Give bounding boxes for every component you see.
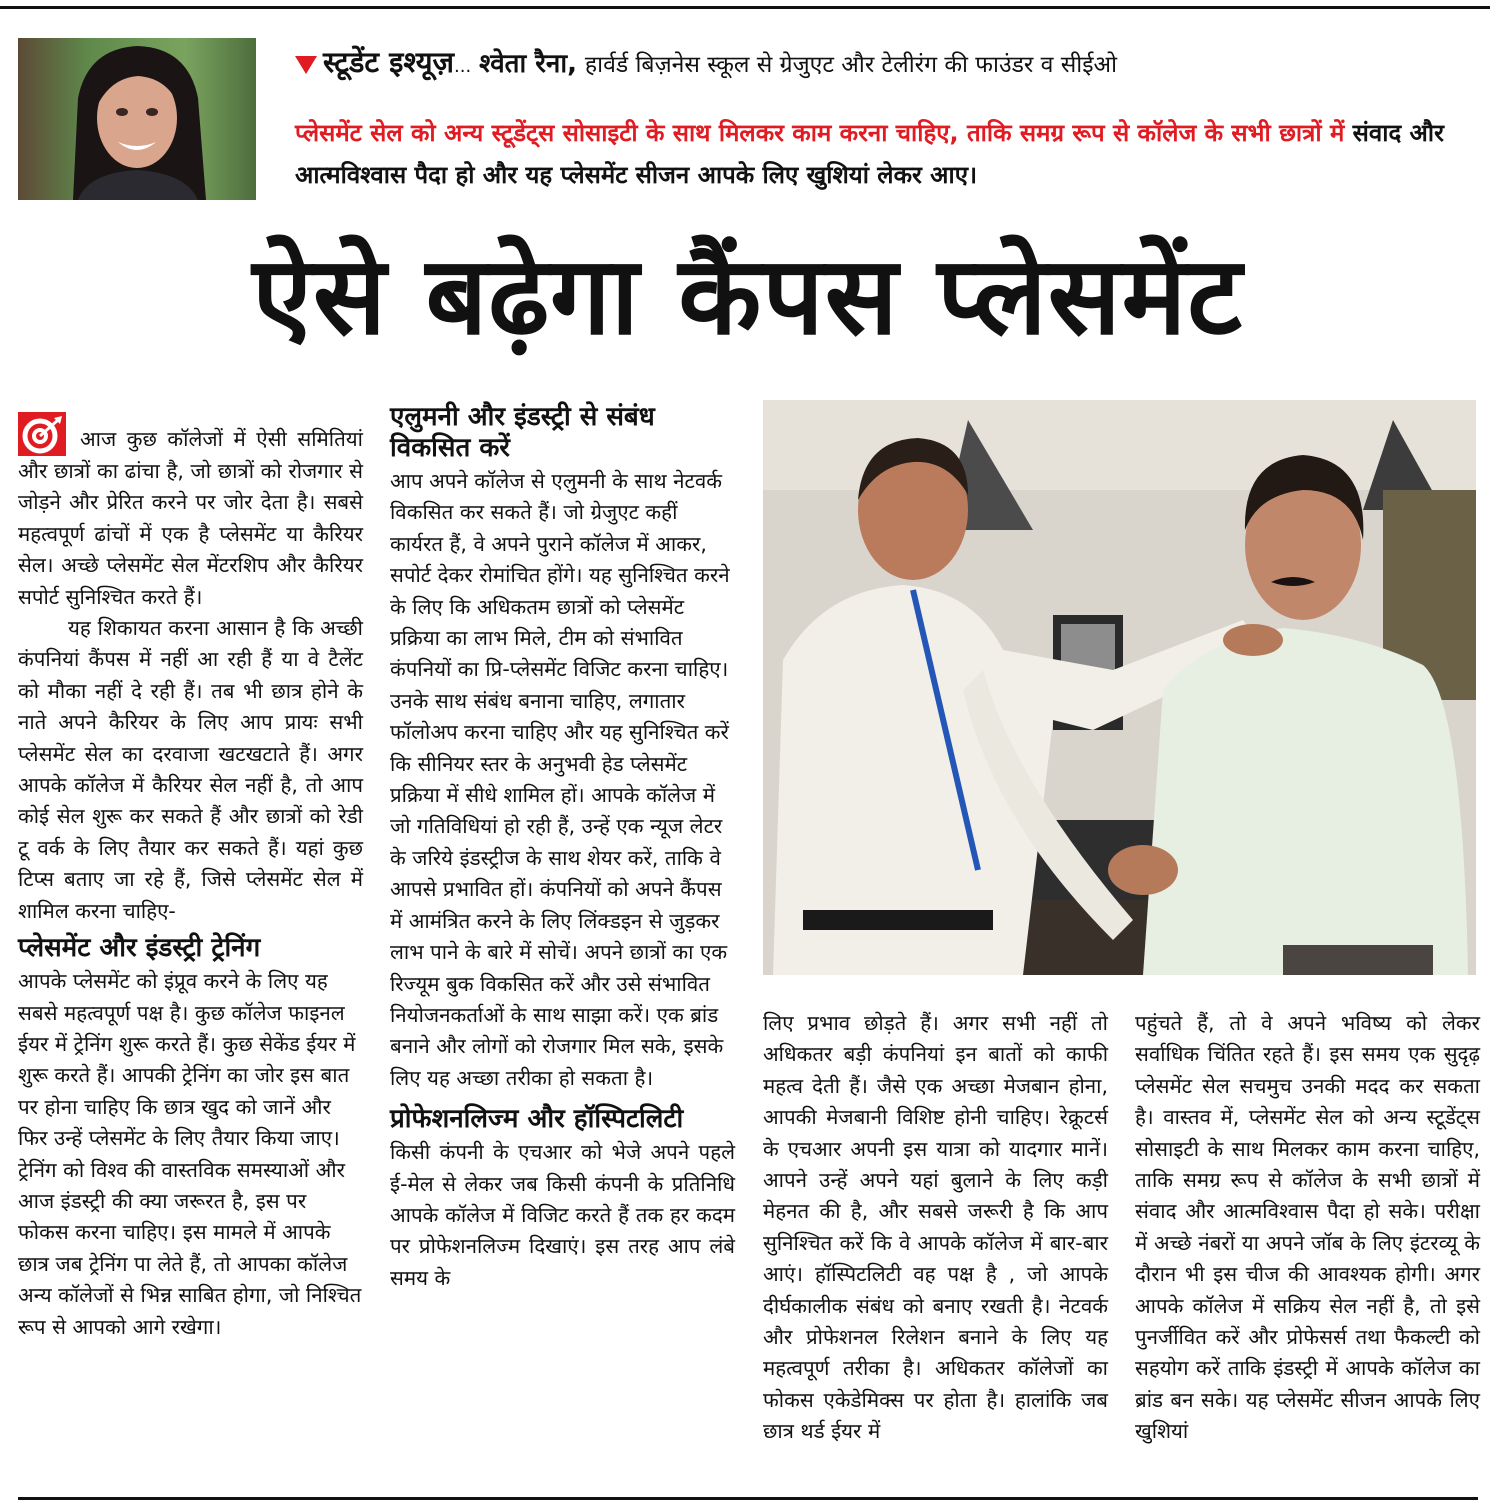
- article-column-1: [18, 412, 363, 1343]
- red-triangle-icon: [295, 56, 317, 74]
- article-column-3: [763, 1008, 1108, 1448]
- intro-text-1: आज कुछ कॉलेजों में ऐसी समितियां और छात्रों का ढांचा है, जो छात्रों को रोजगार से जोड़ने और प्रेरित करने पर जोर देता है। सबसे महत्वपूर्ण ढांचों में एक है प्लेसमेंट या कैरियर सेल। अच्छे प्लेसमेंट सेल मेंटरशिप और कैरियर सपोर्ट सुनिश्चित करते हैं।: [18, 427, 363, 609]
- section-body-alumni: आप अपने कॉलेज से एलुमनी के साथ नेटवर्क विकसित कर सकते हैं। जो ग्रेजुएट कहीं कार्यरत हैं, वे अपने पुराने कॉलेज में आकर, सपोर्ट देकर रोमांचित होंगे। यह सुनिश्चित करने के लिए कि अधिकतम छात्रों को प्लेसमेंट प्रक्रिया का लाभ मिले, टीम को संभावित कंपनियों का प्रि-प्लेसमेंट विजिट करना चाहिए। उनके साथ संबंध बनाना चाहिए, लगातार फॉलोअप करना चाहिए और यह सुनिश्चित करें कि सीनियर स्तर के अनुभवी हेड प्लेसमेंट प्रक्रिया में सीधे शामिल हों। आपके कॉलेज में जो गतिविधियां हो रही हैं, उन्हें एक न्यूज लेटर के जरिये इंडस्ट्रीज के साथ शेयर करें, ताकि वे आपसे प्रभावित हों। कंपनियों को अपने कैंपस में आमंत्रित करने के लिए लिंक्डइन से जुड़कर लाभ पाने के बारे में सोचें। अपने छात्रों का एक रिज्यूम बुक विकसित करें और उसे संभावित नियोजनकर्ताओं के साथ साझा करें। एक ब्रांड बनाने और लोगों को रोजगार मिल सके, इसके लिए यह अच्छा तरीका हो सकता है।: [390, 469, 730, 1090]
- author-portrait-illustration: [18, 38, 256, 200]
- author-bio: हार्वर्ड बिज़नेस स्कूल से ग्रेजुएट और टेलीरंग की फाउंडर व सीईओ: [584, 52, 1118, 78]
- column-kicker: स्टूडेंट इश्यूज़: [323, 45, 455, 79]
- headline: ऐसे बढ़ेगा कैंपस प्लेसमेंट: [252, 234, 1243, 359]
- section-heading-training: प्लेसमेंट और इंडस्ट्री ट्रेनिंग: [18, 933, 261, 964]
- section-heading-alumni: एलुमनी और इंडस्ट्री से संबंध विकसित करें: [390, 402, 655, 463]
- pull-quote: [295, 112, 1480, 196]
- author-photo: [18, 38, 256, 200]
- section-body-training: आपके प्लेसमेंट को इंप्रूव करने के लिए यह सबसे महत्वपूर्ण पक्ष है। कुछ कॉलेज फाइनल ईयर में ट्रेनिंग शुरू करते हैं। कुछ सेकेंड ईयर में शुरू करते हैं। आपकी ट्रेनिंग का जोर इस बात पर होना चाहिए कि छात्र खुद को जानें और फिर उन्हें प्लेसमेंट के लिए तैयार किया जाए। ट्रेनिंग को विश्व की वास्तविक समस्याओं और आज इंडस्ट्री की क्या जरूरत है, इस पर फोकस करना चाहिए। इस मामले में आपके छात्र जब ट्रेनिंग पा लेते हैं, तो आपका कॉलेज अन्य कॉलेजों से भिन्न साबित होगा, जो निश्चित रूप से आपको आगे रखेगा।: [18, 969, 362, 1339]
- top-rule: [0, 6, 1490, 9]
- article-column-4: [1135, 1008, 1480, 1448]
- handshake-illustration: [763, 400, 1476, 975]
- section-heading-professionalism: प्रोफेशनलिज्म और हॉस्पिटलिटी: [390, 1104, 684, 1135]
- intro-paragraph-2: यह शिकायत करना आसान है कि अच्छी कंपनियां कैंपस में नहीं आ रही हैं या वे टैलेंट को मौका नहीं दे रही हैं। तब भी छात्र होने के नाते अपने कैरियर के लिए आप प्रायः सभी प्लेसमेंट सेल का दरवाजा खटखटाते हैं। अगर आपके कॉलेज में कैरियर सेल नहीं है, तो आप कोई सेल शुरू कर सकते हैं और छात्रों को रेडी टू वर्क के लिए तैयार कर सकते हैं। यहां कुछ टिप्स बताए जा रहे हैं, जिसे प्लेसमेंट सेल में शामिल करना चाहिए-: [18, 616, 363, 923]
- author-name: श्वेता रैना,: [479, 49, 577, 79]
- intro-paragraph-1: [18, 412, 363, 613]
- article-column-2: [390, 402, 735, 1294]
- byline: [295, 40, 1475, 84]
- column-3-body: लिए प्रभाव छोड़ते हैं। अगर सभी नहीं तो अधिकतर बड़ी कंपनियां इन बातों को काफी महत्व देती हैं। जैसे एक अच्छा मेजबान होना, आपकी मेजबानी विशिष्ट होनी चाहिए। रेक्रूटर्स के एचआर अपनी इस यात्रा को यादगार मानें। आपने उन्हें अपने यहां बुलाने के लिए कड़ी मेहनत की है, और सबसे जरूरी है कि आप सुनिश्चित करें कि वे आपके कॉलेज में बार-बार आएं। हॉस्पिटलिटी वह पक्ष है , जो आपके दीर्घकालीक संबंध को बनाए रखती है। नेटवर्क और प्रोफेशनल रिलेशन बनाने के लिए यह महत्वपूर्ण तरीका है। अधिकतर कॉलेजों का फोकस एकेडेमिक्स पर होता है। हालांकि जब छात्र थर्ड ईयर में: [763, 1011, 1108, 1444]
- handshake-photo: [763, 400, 1476, 975]
- pull-quote-black: संवाद और आत्मविश्वास पैदा हो और यह प्लेसमेंट सीजन आपके लिए खुशियां लेकर आए।: [295, 119, 1444, 189]
- target-arrow-icon: [18, 412, 66, 456]
- section-body-professionalism: किसी कंपनी के एचआर को भेजे अपने पहले ई-मेल से लेकर जब किसी कंपनी के प्रतिनिधि आपके कॉलेज में विजिट करते हैं तक हर कदम पर प्रोफेशनलिज्म दिखाएं। इस तरह आप लंबे समय के: [390, 1140, 735, 1290]
- bottom-rule: [18, 1497, 1478, 1500]
- kicker-separator: ...: [454, 56, 472, 77]
- pull-quote-red: प्लेसमेंट सेल को अन्य स्टूडेंट्स सोसाइटी के साथ मिलकर काम करना चाहिए, ताकि समग्र रूप से कॉलेज के सभी छात्रों में: [295, 119, 1345, 147]
- column-4-body: पहुंचते हैं, तो वे अपने भविष्य को लेकर सर्वाधिक चिंतित रहते हैं। इस समय एक सुदृढ़ प्लेसमेंट सेल सचमुच उनकी मदद कर सकता है। वास्तव में, प्लेसमेंट सेल को अन्य स्टूडेंट्स सोसाइटी के साथ मिलकर काम करना चाहिए, ताकि समग्र रूप से कॉलेज के सभी छात्रों में संवाद और आत्मविश्वास पैदा हो सके। परीक्षा में अच्छे नंबरों या अपने जॉब के लिए इंटरव्यू के दौरान भी इस चीज की आवश्यक होगी। अगर आपके कॉलेज में सक्रिय सेल नहीं है, तो इसे पुनर्जीवित करें और प्रोफेसर्स तथा फैकल्टी को सहयोग करें ताकि इंडस्ट्री में आपके कॉलेज का ब्रांड बन सके। यह प्लेसमेंट सीजन आपके लिए खुशियां: [1135, 1011, 1480, 1444]
